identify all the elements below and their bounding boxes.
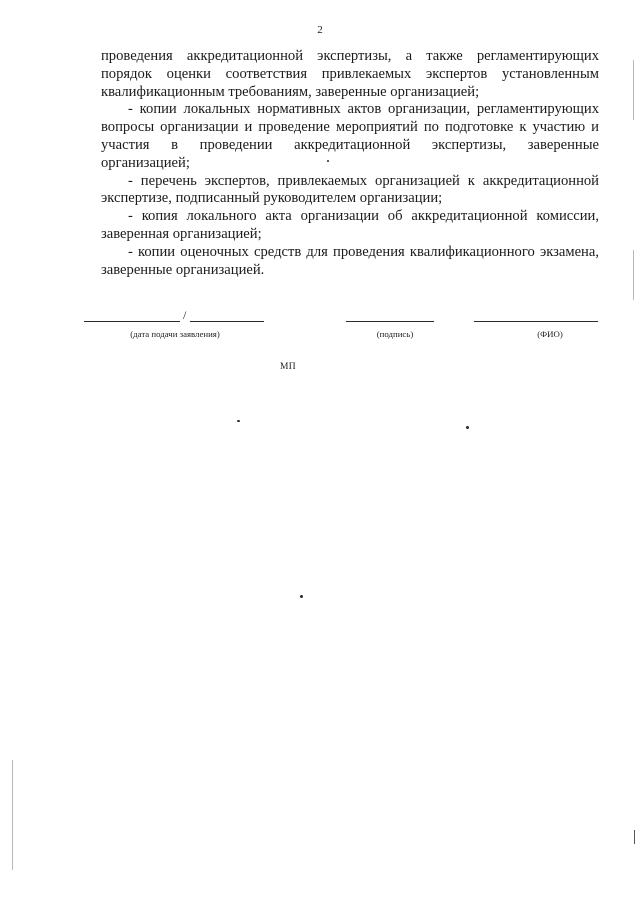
scan-edge-mark (633, 250, 634, 300)
list-item-experts-list: - перечень экспертов, привлекаемых организацией к аккредитационной экспертизе, подписанный руководителем организации; (101, 172, 599, 207)
scan-edge-mark (634, 830, 635, 844)
scan-speck (327, 160, 329, 162)
scan-speck (300, 595, 303, 598)
signature-line (346, 321, 434, 322)
list-item-assessment-tools: - копии оценочных средств для проведения квалификационного экзамена, заверенные организацией. (101, 243, 599, 278)
scan-edge-mark (633, 60, 634, 120)
stamp-place-label: МП (280, 362, 296, 372)
document-body (101, 48, 599, 279)
paragraph-continuation: проведения аккредитационной экспертизы, а также регламентирующих порядок оценки соответствия привлекаемых экспертов установленным квалификационным требованиям, заверенные организацией; (101, 48, 599, 100)
list-item-commission-act: - копия локального акта организации об аккредитационной комиссии, заверенная организацией; (101, 208, 599, 242)
date-caption: (дата подачи заявления) (130, 329, 220, 339)
date-slash: / (183, 308, 187, 322)
page-number: 2 (317, 24, 323, 36)
signature-caption: (подпись) (376, 329, 414, 339)
name-line (474, 321, 598, 322)
scan-speck (237, 420, 240, 422)
date-line-right (190, 321, 264, 322)
scan-edge-mark (12, 760, 13, 870)
scan-speck (466, 426, 469, 429)
list-item-local-acts: - копии локальных нормативных актов организации, регламентирующих вопросы организации и проведение мероприятий по подготовке к участию и участия в проведении аккредитационной экспертизы, заверенные организацией; (101, 101, 599, 171)
date-line-left (84, 321, 180, 322)
name-caption: (ФИО) (537, 329, 563, 339)
